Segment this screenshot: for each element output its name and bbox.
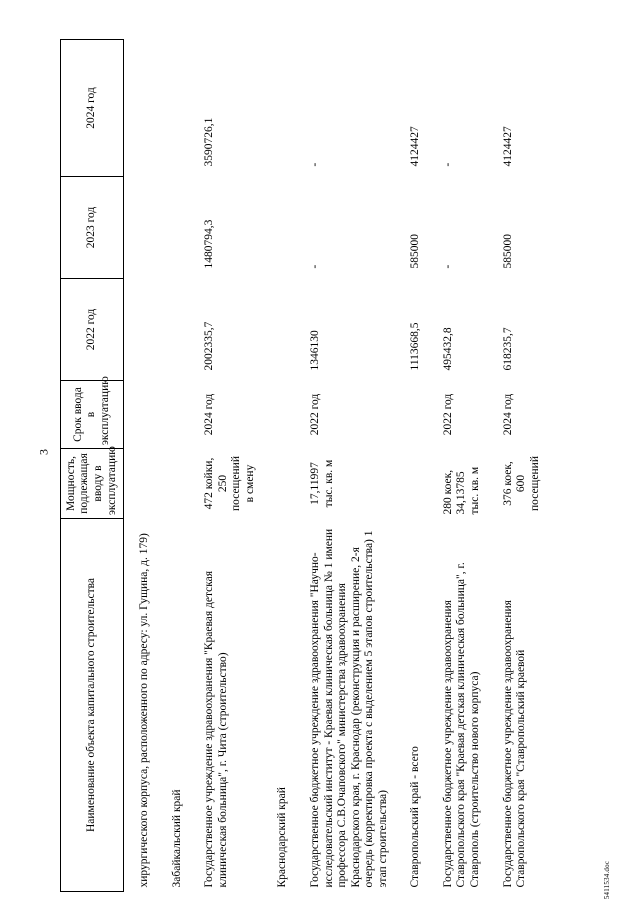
- header-2024: 2024 год: [61, 40, 124, 177]
- cell-2023: 585000: [501, 234, 514, 269]
- cell-name: Государственное бюджетное учреждение здравоохранения Ставропольского края "Ставропольский краевой: [501, 600, 528, 888]
- cell-power: [393, 449, 426, 519]
- cell-term: 2022 год: [308, 393, 321, 436]
- table-row: [124, 40, 155, 892]
- cell-power: [260, 449, 293, 519]
- document-code: 5411534.doc: [603, 860, 611, 900]
- cell-2024: -: [441, 162, 454, 167]
- cell-2023: -: [441, 264, 454, 269]
- cell-2022: 618235,7: [501, 327, 514, 371]
- cell-2024: [155, 40, 188, 177]
- cell-term: [260, 381, 293, 449]
- cell-term: 2022 год: [441, 393, 454, 436]
- rotated-content: [60, 40, 580, 892]
- cell-power: 472 койки, 250 посещений в смену: [203, 456, 256, 511]
- header-power: Мощность, подлежащая вводу в эксплуатацию: [61, 449, 124, 519]
- cell-name: хирургического корпуса, расположенного по адресу: ул. Гущина, д. 179): [138, 533, 150, 888]
- cell-2023: [155, 177, 188, 279]
- cell-power: 17,11997 тыс. кв. м: [308, 459, 335, 508]
- cell-2022: 1113668,5: [409, 322, 422, 371]
- cell-term: [393, 381, 426, 449]
- cell-2023: [124, 177, 155, 279]
- cell-2024: 4124427: [501, 126, 514, 167]
- table-header-row: [61, 40, 124, 892]
- cell-2024: -: [308, 162, 321, 167]
- header-2023: 2023 год: [61, 177, 124, 279]
- cell-2024: 4124427: [409, 126, 422, 167]
- cell-2022: [260, 279, 293, 381]
- cell-2022: 495432,8: [441, 327, 454, 371]
- cell-2022: 2002335,7: [203, 321, 216, 371]
- table-row: [260, 40, 293, 892]
- cell-2023: 585000: [409, 234, 422, 269]
- cell-2022: 1346130: [308, 330, 321, 371]
- cell-power: [124, 449, 155, 519]
- cell-2022: [124, 279, 155, 381]
- cell-name: Забайкальский край: [170, 789, 183, 888]
- cell-power: [155, 449, 188, 519]
- table-row: [486, 40, 546, 892]
- cell-power: 376 коек, 600 посещений: [501, 456, 541, 511]
- page-number: 3: [36, 449, 51, 455]
- cell-power: 280 коек, 34,13785 тыс. кв. м: [441, 466, 481, 515]
- table-row: [426, 40, 486, 892]
- cell-2024: 3590726,1: [203, 117, 216, 167]
- table-row: [155, 40, 188, 892]
- cell-2023: 1480794,3: [203, 219, 216, 269]
- cell-2022: [155, 279, 188, 381]
- cell-2023: [260, 177, 293, 279]
- cell-term: [124, 381, 155, 449]
- table-row: [187, 40, 260, 892]
- header-2022: 2022 год: [61, 279, 124, 381]
- table-row: [293, 40, 393, 892]
- table-row: [393, 40, 426, 892]
- cell-name: Государственное бюджетное учреждение здравоохранения "Научно-исследовательский институт - Краевая клиническая больница № 1 имени профессора С.В.Очаповского" министерства здравоохранения Краснодарского края, г. Краснодар (реконструкция и расширение, 2-я очередь (корректировка проекта с выделением 5 этапов строительства) 1 этап строительства): [308, 528, 389, 888]
- cell-term: 2024 год: [203, 393, 216, 436]
- cell-name: Ставропольский край - всего: [409, 746, 422, 888]
- cell-2023: -: [308, 264, 321, 269]
- cell-2024: [124, 40, 155, 177]
- cell-name: Государственное бюджетное учреждение здравоохранения Ставропольского края "Краевая детская клиническая больница", г. Ставрополь (строительство нового корпуса): [441, 562, 481, 888]
- cell-2024: [260, 40, 293, 177]
- cell-term: 2024 год: [501, 393, 514, 436]
- capital-construction-table: [60, 39, 545, 892]
- header-name: Наименование объекта капитального строительства: [61, 519, 124, 892]
- header-term: Срок ввода в эксплуатацию: [61, 381, 124, 449]
- cell-term: [155, 381, 188, 449]
- cell-name: Государственное учреждение здравоохранения "Краевая детская клиническая больница", г. Чита (строительство): [203, 570, 229, 888]
- cell-name: Краснодарский край: [276, 787, 289, 888]
